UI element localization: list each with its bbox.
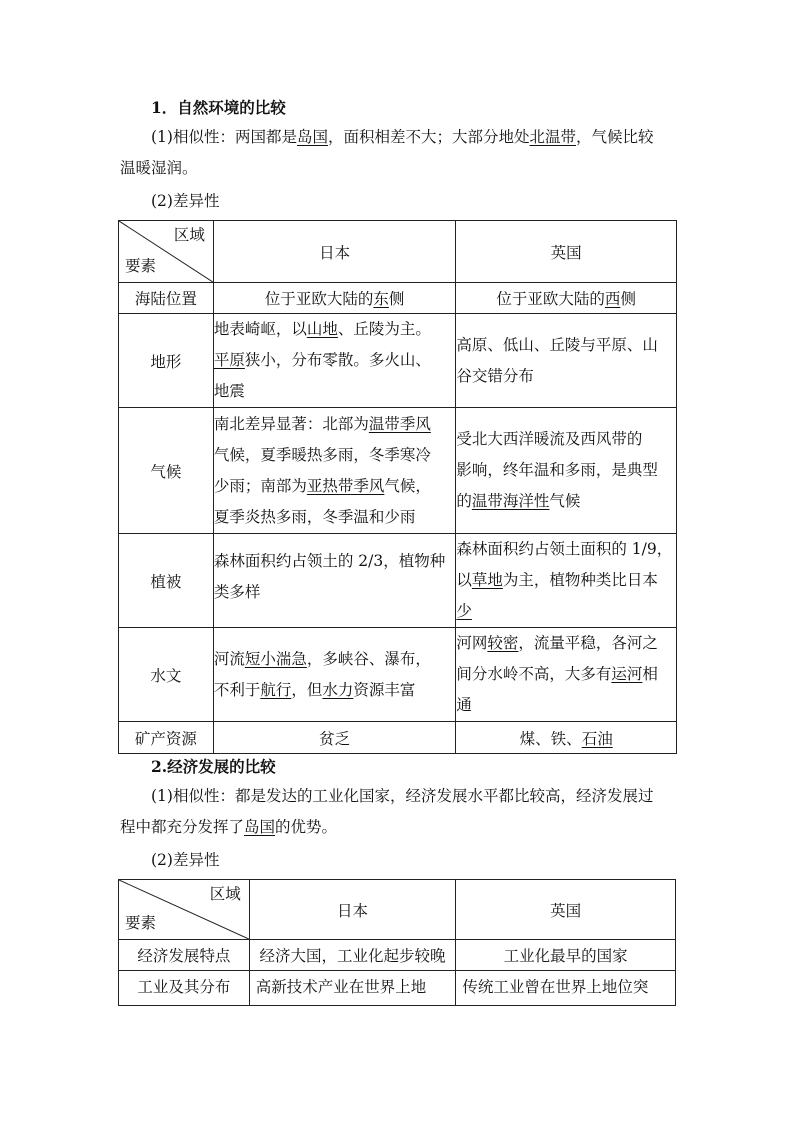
table-header-corner: 区域 要素	[119, 221, 214, 283]
natural-env-table	[118, 220, 677, 754]
row-label-minerals: 矿产资源	[119, 722, 214, 754]
col-header-uk: 英国	[456, 221, 677, 283]
row-label-vegetation: 植被	[119, 534, 214, 628]
cell-japan-industry: 高新技术产业在世界上地	[249, 971, 456, 1006]
cell-uk-hydrology: 河网较密，流量平稳，各河之 间分水岭不高，大多有运河相 通	[456, 628, 677, 722]
cell-japan-vegetation: 森林面积约占领土的 2/3，植物种 类多样	[213, 534, 456, 628]
cell-uk-vegetation: 森林面积约占领土面积的 1/9， 以草地为主，植物种类比日本 少	[456, 534, 677, 628]
cell-japan-econ-features: 经济大国，工业化起步较晚	[249, 940, 456, 971]
section1-similarity-cont: 温暖湿润。	[120, 159, 198, 177]
col-header-japan: 日本	[249, 880, 456, 940]
section2-diff-label: (2)差异性	[151, 851, 220, 869]
cell-uk-terrain: 高原、低山、丘陵与平原、山 谷交错分布	[456, 314, 677, 408]
col-header-japan: 日本	[213, 221, 456, 283]
section2-similarity-cont: 程中都充分发挥了岛国的优势。	[120, 818, 338, 836]
row-label-climate: 气候	[119, 408, 214, 534]
row-label-hydrology: 水文	[119, 628, 214, 722]
section1-heading: 1．自然环境的比较	[151, 98, 286, 117]
row-label-location: 海陆位置	[119, 283, 214, 314]
cell-uk-industry: 传统工业曾在世界上地位突	[456, 971, 676, 1006]
table2-header-corner: 区域 要素	[119, 880, 250, 940]
cell-uk-location: 位于亚欧大陆的西侧	[456, 283, 677, 314]
section1-diff-label: (2)差异性	[151, 192, 220, 210]
row-label-terrain: 地形	[119, 314, 214, 408]
cell-japan-location: 位于亚欧大陆的东侧	[213, 283, 456, 314]
section2-similarity: (1)相似性：都是发达的工业化国家，经济发展水平都比较高，经济发展过	[151, 787, 654, 805]
cell-japan-climate: 南北差异显著：北部为温带季风 气候，夏季暖热多雨，冬季寒冷 少雨；南部为亚热带季风气候， 夏季炎热多雨，冬季温和少雨	[213, 408, 456, 534]
section1-similarity: (1)相似性：两国都是岛国，面积相差不大；大部分地处北温带，气候比较	[151, 128, 654, 146]
cell-japan-minerals: 贫乏	[213, 722, 456, 754]
section2-heading: 2.经济发展的比较	[151, 757, 276, 776]
cell-uk-econ-features: 工业化最早的国家	[456, 940, 676, 971]
row-label-industry: 工业及其分布	[119, 971, 250, 1006]
cell-uk-minerals: 煤、铁、石油	[456, 722, 677, 754]
row-label-econ-features: 经济发展特点	[119, 940, 250, 971]
col-header-uk: 英国	[456, 880, 676, 940]
cell-japan-terrain: 地表崎岖，以山地、丘陵为主。 平原狭小，分布零散。多火山、 地震	[213, 314, 456, 408]
cell-japan-hydrology: 河流短小湍急，多峡谷、瀑布， 不利于航行，但水力资源丰富	[213, 628, 456, 722]
economy-table	[118, 879, 676, 1006]
cell-uk-climate: 受北大西洋暖流及西风带的 影响，终年温和多雨，是典型 的温带海洋性气候	[456, 408, 677, 534]
